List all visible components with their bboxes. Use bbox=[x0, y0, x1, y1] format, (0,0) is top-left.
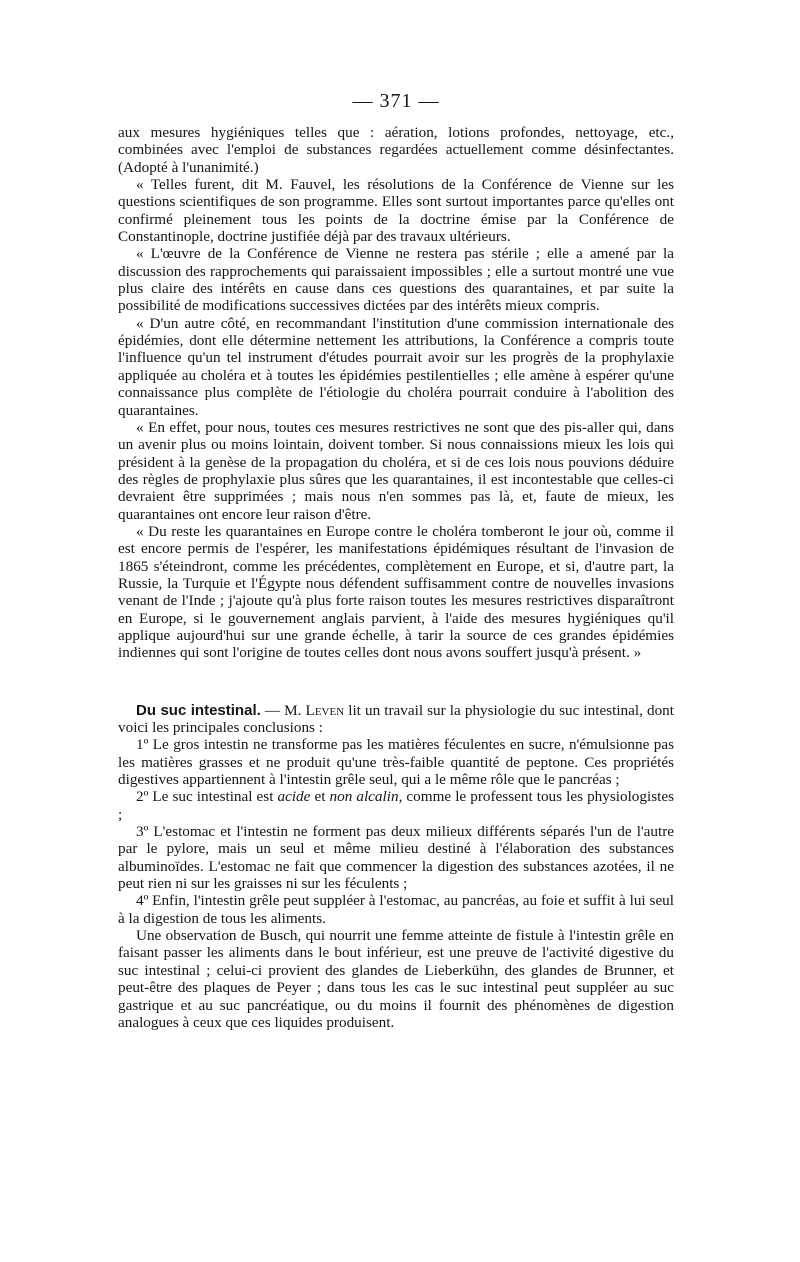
section-intro-dash: — M. bbox=[260, 701, 306, 719]
author-name: Leven bbox=[305, 701, 345, 719]
conclusion-2-start: 2º Le suc intestinal est bbox=[136, 788, 278, 806]
paragraph-oeuvre: « L'œuvre de la Conférence de Vienne ne restera pas stérile ; elle a amené par la discussion des rapprochements qui paraissaient impossibles ; elle a surtout montré une vue plus claire des intérêts en cause dans ces questions des quarantaines, et par suite la possibilité de modifications successives dictées par des intérêts mieux compris. bbox=[118, 245, 674, 315]
section-heading: Du suc intestinal. bbox=[136, 701, 261, 719]
section-intro-text: lit un travail sur la physiologie du suc intestinal, dont voici les principales conclusions : bbox=[118, 701, 674, 736]
conclusion-4: 4º Enfin, l'intestin grêle peut suppléer à l'estomac, au pancréas, au foie et suffit à lui seul à la digestion de tous les aliments. bbox=[118, 892, 674, 927]
conclusion-2 bbox=[118, 788, 674, 823]
term-non-alcalin: non alcalin bbox=[329, 788, 399, 806]
paragraph-du-reste: « Du reste les quarantaines en Europe contre le choléra tomberont le jour où, comme il est encore permis de l'espérer, les manifestations épidémiques résultant de l'invasion de 1865 s'éteindront, comme les précédentes, complètement en Europe, et si, d'autre part, la Russie, la Turquie et l'Égypte nous défendent suffisamment contre de nouvelles invasions venant de l'Inde ; j'ajoute qu'à plus forte raison toutes les mesures restrictives disparaîtront en Europe, si le gouvernement anglais parvient, à l'aide des mesures hygiéniques qu'il applique aujourd'hui sur une grande échelle, à tarir la source de ces grandes épidémies indiennes qui sont l'origine de toutes celles dont nous avons souffert jusqu'à présent. » bbox=[118, 522, 674, 662]
conclusion-2-end: , comme le professent tous les physiologistes ; bbox=[118, 788, 674, 823]
paragraph-continuation: aux mesures hygiéniques telles que : aération, lotions profondes, nettoyage, etc., combinées avec l'emploi de substances regardées actuellement comme désinfectantes. (Adopté à l'unanimité.) bbox=[118, 124, 674, 176]
paragraph-busch: Une observation de Busch, qui nourrit une femme atteinte de fistule à l'intestin grêle en faisant passer les aliments dans le bout inférieur, est une preuve de l'activité digestive du suc intestinal ; celui-ci provient des glandes de Lieberkühn, des glandes de Brunner, et peut-être des plaques de Peyer ; dans tous les cas le suc intestinal peut suppléer au suc gastrique et au suc pancréatique, ou du moins il fournit des phénomènes de digestion analogues à ceux que ces liquides produisent. bbox=[118, 927, 674, 1031]
term-acide: acide bbox=[277, 788, 311, 806]
paragraph-commission: « D'un autre côté, en recommandant l'institution d'une commission internationale des épidémies, dont elle détermine nettement les attributions, la Conférence a compris toute l'influence qu'un tel instrument d'études pourrait avoir sur les progrès de la prophylaxie appliquée au choléra et à toutes les épidémies pestilentielles ; elle amène à espérer qu'une connaissance plus complète de l'étiologie du choléra pourrait conduire à l'abolition des quarantaines. bbox=[118, 314, 674, 419]
paragraph-en-effet: « En effet, pour nous, toutes ces mesures restrictives ne sont que des pis-aller qui, dans un avenir plus ou moins lointain, doivent tomber. Si nous connaissions mieux les lois qui président à la genèse de la propagation du choléra, et si de ces lois nous pouvions déduire des règles de prophylaxie plus sûres que les quarantaines, il est incontestable que celles-ci devraient être supprimées ; mais nous n'en sommes pas là, et, faute de mieux, les quarantaines ont encore leur raison d'être. bbox=[118, 418, 674, 523]
book-page bbox=[118, 88, 674, 1031]
conclusion-1: 1º Le gros intestin ne transforme pas les matières féculentes en sucre, n'émulsionne pas les matières grasses et ne produit qu'une très-faible quantité de peptone. Ces propriétés digestives appartiennent à l'intestin grêle seul, qui a le même rôle que le pancréas ; bbox=[118, 736, 674, 789]
section-gap bbox=[118, 662, 674, 702]
paragraph-resolutions: « Telles furent, dit M. Fauvel, les résolutions de la Conférence de Vienne sur les questions scientifiques de son programme. Elles sont surtout importantes parce qu'elles ont confirmé pleinement tous les points de la doctrine émise par la Conférence de Constantinople, doctrine justifiée déjà par des travaux ultérieurs. bbox=[118, 176, 674, 246]
page-number: — 371 — bbox=[352, 90, 440, 112]
conclusion-2-mid: et bbox=[310, 788, 330, 806]
section-intro bbox=[118, 702, 674, 737]
conclusion-3: 3º L'estomac et l'intestin ne forment pas deux milieux différents séparés l'un de l'autre par le pylore, mais un seul et même milieu destiné à l'élaboration des substances albuminoïdes. L'estomac ne fait que commencer la digestion des substances azotées, il ne peut rien ni sur les graisses ni sur les féculents ; bbox=[118, 823, 674, 893]
